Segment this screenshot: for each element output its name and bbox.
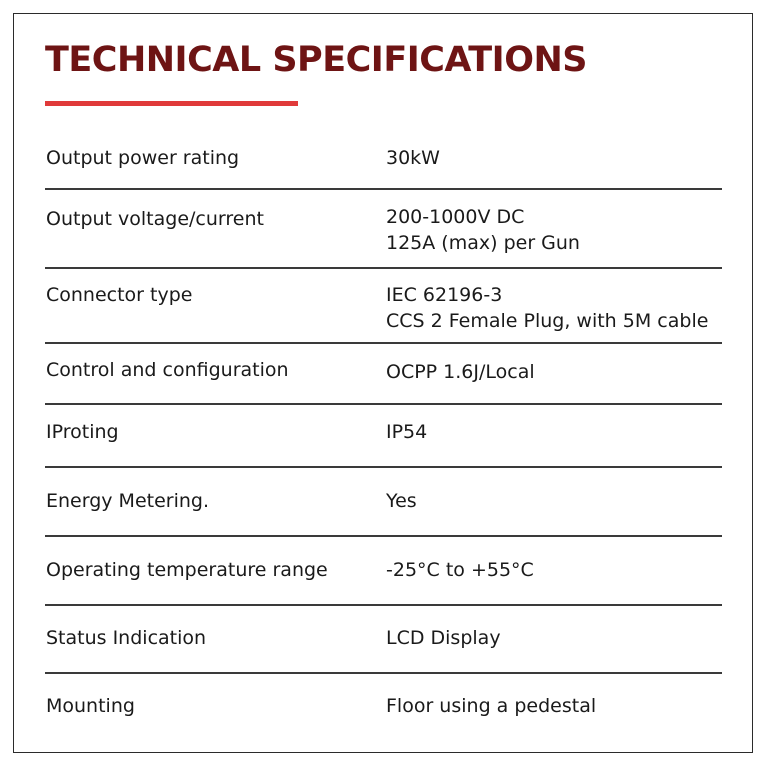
- spec-value-line: CCS 2 Female Plug, with 5M cable: [386, 310, 709, 332]
- spec-value-connector-type: [386, 282, 708, 334]
- spec-value-output-voltage-current: [386, 204, 580, 256]
- spec-label-output-power: Output power rating: [46, 147, 240, 169]
- row-divider: [45, 672, 722, 674]
- row-divider: [45, 188, 722, 190]
- spec-value-line: Yes: [386, 490, 417, 512]
- spec-label-mounting: Mounting: [46, 695, 135, 717]
- spec-value-line: Floor using a pedestal: [386, 695, 597, 717]
- title-underline: [45, 101, 298, 106]
- spec-value-line: LCD Display: [386, 627, 501, 649]
- row-divider: [45, 604, 722, 606]
- spec-label-ip-rating: IProting: [46, 421, 119, 443]
- spec-value-energy-metering: [386, 488, 417, 514]
- spec-label-status-indication: Status Indication: [46, 627, 207, 649]
- spec-label-connector-type: Connector type: [46, 284, 193, 306]
- spec-value-operating-temperature: [386, 557, 534, 583]
- spec-value-line: IEC 62196-3: [386, 284, 503, 306]
- spec-value-line: OCPP 1.6J/Local: [386, 361, 535, 383]
- row-divider: [45, 267, 722, 269]
- row-divider: [45, 466, 722, 468]
- spec-value-control-configuration: [386, 359, 535, 385]
- spec-value-mounting: [386, 693, 596, 719]
- spec-label-control-configuration: Control and configuration: [46, 359, 289, 381]
- spec-value-output-power: [386, 145, 440, 171]
- spec-value-status-indication: [386, 625, 501, 651]
- spec-label-output-voltage-current: Output voltage/current: [46, 208, 264, 230]
- spec-value-line: 30kW: [386, 147, 440, 169]
- row-divider: [45, 403, 722, 405]
- row-divider: [45, 535, 722, 537]
- spec-value-line: -25°C to +55°C: [386, 559, 534, 581]
- spec-label-operating-temperature: Operating temperature range: [46, 559, 328, 581]
- spec-value-line: IP54: [386, 421, 428, 443]
- spec-value-line: 200-1000V DC: [386, 206, 525, 228]
- spec-label-energy-metering: Energy Metering.: [46, 490, 210, 512]
- row-divider: [45, 342, 722, 344]
- spec-value-line: 125A (max) per Gun: [386, 232, 580, 254]
- page-title: TECHNICAL SPECIFICATIONS: [45, 40, 587, 80]
- spec-value-ip-rating: [386, 419, 427, 445]
